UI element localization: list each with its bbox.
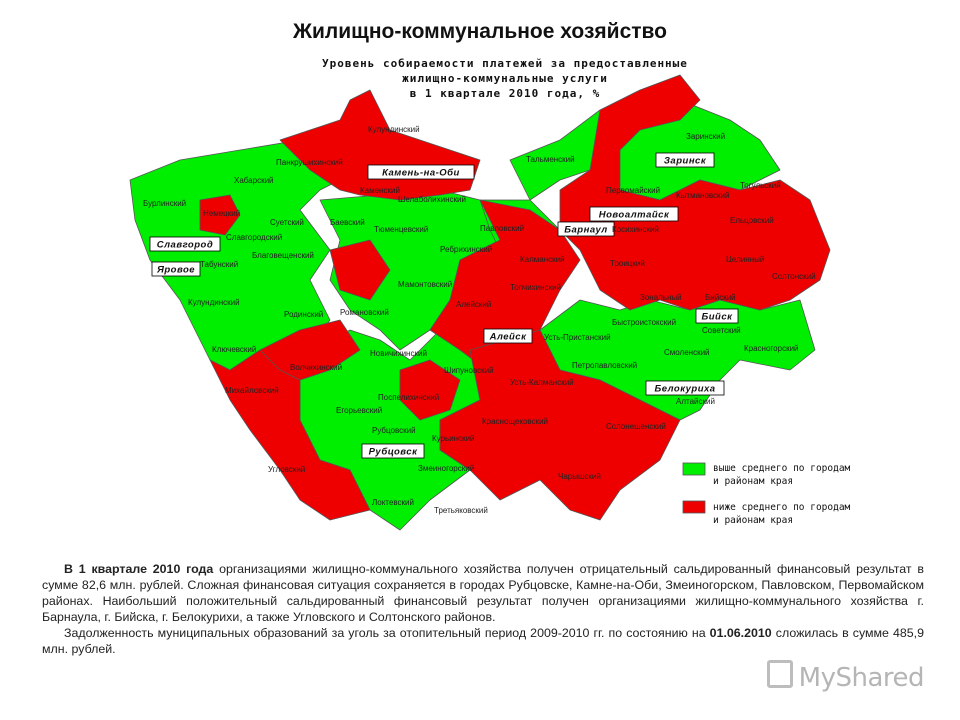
- district-label: Рубцовский: [372, 426, 416, 435]
- district-label: Локтевский: [372, 498, 414, 507]
- district-label: Панкрушихинский: [276, 158, 343, 167]
- paragraph-2-date: 01.06.2010: [709, 626, 772, 640]
- watermark-text: MyShared: [798, 663, 924, 693]
- city-novoaltaysk: Новоалтайск: [598, 209, 670, 221]
- district-label: Родинский: [284, 310, 324, 319]
- district-label: Каменский: [360, 186, 400, 195]
- city-kamen: Камень-на-Оби: [382, 167, 460, 179]
- map-legend: [683, 463, 851, 526]
- district-label: Хабарский: [234, 176, 274, 185]
- district-label: Ельцовский: [730, 216, 774, 225]
- district-label: Немецкий: [203, 209, 241, 218]
- district-label: Первомайский: [606, 186, 661, 195]
- district-label: Змеиногорский: [418, 464, 475, 473]
- district-label: Смоленский: [664, 348, 710, 357]
- district-label: Славгородский: [226, 233, 283, 242]
- city-yarovoe: Яровое: [156, 264, 196, 276]
- district-label: Алейский: [456, 300, 492, 309]
- map-subtitle-line-1: Уровень собираемости платежей за предоставленные: [322, 57, 688, 70]
- district-label: Кулундинский: [188, 298, 240, 307]
- district-label: Солонешенский: [606, 422, 666, 431]
- district-label: Шипуновский: [444, 366, 494, 375]
- district-label: Усть-Калманский: [510, 378, 574, 387]
- district-label: Солтонский: [772, 272, 816, 281]
- paragraph-2-end: сложилась в сумме 485,9 млн. рублей.: [42, 626, 925, 656]
- legend-above-line-1: выше среднего по городам: [713, 463, 851, 474]
- district-label: Косихинский: [612, 225, 659, 234]
- district-label: Курьинский: [432, 434, 475, 443]
- paragraph-2: [42, 625, 924, 657]
- district-label: Бийский: [705, 293, 736, 302]
- city-slavgorod: Славгород: [156, 239, 214, 251]
- district-label: Бурлинский: [143, 199, 187, 208]
- district-label: Троицкий: [610, 259, 645, 268]
- district-label: Кулундинский: [368, 125, 420, 134]
- district-label: Павловский: [480, 224, 525, 233]
- district-label: Петропавловский: [572, 361, 638, 370]
- paragraph-1-rest: организациями жилищно-коммунального хозяйства получен отрицательный сальдированный финансовый результат в сумме 82,6 млн. рублей. Сложная финансовая ситуация сохраняется в городах Рубцовске, Камне-на-Оби, Змеиногорском, Павловском, Первомайском районах. Наибольший положительный сальдированный финансовый результат получен организациями жилищно-коммунального хозяйства г. Барнаула, г. Бийска, г. Белокурихи, а также Угловского и Солтонского районов.: [42, 562, 924, 624]
- district-label: Ребрихинский: [440, 245, 493, 254]
- map-subtitle-line-2: жилищно-коммунальные услуги: [402, 72, 608, 85]
- district-label: Волчихинский: [290, 363, 343, 372]
- paragraph-2-start: Задолженность муниципальных образований за уголь за отопительный период 2009-2010 гг. по состоянию на: [64, 626, 710, 640]
- district-label: Михайловский: [225, 386, 279, 395]
- district-label: Калманский: [520, 255, 565, 264]
- district-label: Усть-Пристанский: [544, 333, 611, 342]
- district-label: Быстроистокский: [612, 318, 677, 327]
- map-subtitle-line-3: в 1 квартале 2010 года, %: [409, 87, 601, 100]
- district-label: Заринский: [686, 132, 726, 141]
- district-label: Табунский: [200, 260, 239, 269]
- watermark-logo-icon: [767, 660, 793, 688]
- district-label: Баевский: [330, 218, 365, 227]
- paragraph-1-lead: В 1 квартале 2010 года: [64, 562, 214, 576]
- paragraph-1: [42, 561, 924, 625]
- district-label: Чарышский: [558, 472, 601, 481]
- district-label: Красногорский: [744, 344, 799, 353]
- legend-swatch-above: [683, 463, 705, 475]
- district-label: Тогульский: [740, 181, 781, 190]
- district-label: Топчихинский: [510, 283, 562, 292]
- district-label: Советский: [702, 326, 741, 335]
- district-label: Суетский: [270, 218, 304, 227]
- district-label: Алтайский: [676, 397, 715, 406]
- legend-above-line-2: и районам края: [713, 476, 794, 487]
- district-label: Ключевский: [212, 345, 257, 354]
- district-label: Угловский: [268, 465, 306, 474]
- body-text: [42, 561, 924, 657]
- city-zarinsk: Заринск: [663, 155, 707, 167]
- district-label: Краснощековский: [482, 417, 549, 426]
- district-label: Кытмановский: [676, 191, 730, 200]
- district-label: Тальменский: [526, 155, 575, 164]
- district-label: Благовещенский: [252, 251, 314, 260]
- legend-below-line-1: ниже среднего по городам: [713, 502, 851, 513]
- district-label: Мамонтовский: [398, 280, 453, 289]
- legend-swatch-below: [683, 501, 705, 513]
- district-label: Новичихинский: [370, 349, 427, 358]
- legend-below-line-2: и районам края: [713, 515, 794, 526]
- slide-title: Жилищно-коммунальное хозяйство: [293, 20, 667, 43]
- city-biysk: Бийск: [701, 311, 733, 323]
- district-label: Поспелихинский: [378, 393, 440, 402]
- watermark: [767, 660, 924, 693]
- city-belokurikha: Белокуриха: [654, 383, 716, 395]
- district-label: Целинный: [726, 255, 765, 264]
- district-label: Тюменцевский: [374, 225, 429, 234]
- city-rubtsovsk: Рубцовск: [368, 446, 418, 458]
- district-label: Шелаболихинский: [398, 195, 466, 204]
- district-label: Романовский: [340, 308, 389, 317]
- city-barnaul: Барнаул: [564, 224, 608, 236]
- district-label: Третьяковский: [434, 506, 488, 515]
- district-label: Егорьевский: [336, 406, 383, 415]
- city-aleysk: Алейск: [489, 331, 527, 343]
- district-label: Зональный: [640, 293, 682, 302]
